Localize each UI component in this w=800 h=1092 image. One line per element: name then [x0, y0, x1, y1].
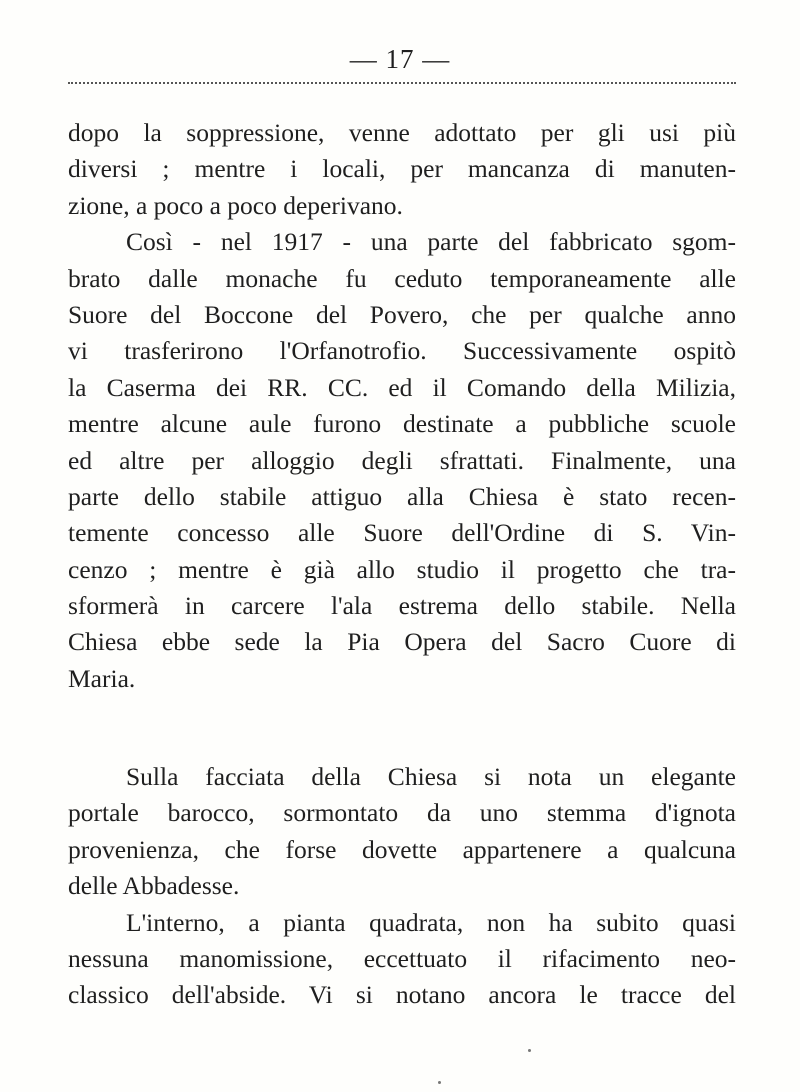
text-line: Suore del Boccone del Povero, che per qualche anno: [68, 299, 736, 329]
text-line: delle Abbadesse.: [68, 871, 240, 901]
text-line: Chiesa ebbe sede la Pia Opera del Sacro Cuore di: [68, 627, 736, 657]
text-line: mentre alcune aule furono destinate a pubbliche scuole: [68, 409, 736, 439]
text-line: ed altre per alloggio degli sfrattati. Finalmente, una: [68, 445, 736, 475]
text-line: nessuna manomissione, eccettuato il rifacimento neo-: [68, 943, 736, 973]
text-line: la Caserma dei RR. CC. ed il Comando della Milizia,: [68, 372, 736, 402]
header-rule: [68, 82, 736, 84]
text-line: brato dalle monache fu ceduto temporaneamente alle: [68, 263, 736, 293]
paragraph-group-facade: [68, 759, 736, 1014]
text-line: Maria.: [68, 663, 136, 693]
text-line: dopo la soppressione, venne adottato per gli usi più: [68, 118, 736, 147]
text-line: provenienza, che forse dovette appartenere a qualcuna: [68, 834, 736, 864]
text-line: Così - nel 1917 - una parte del fabbricato sgom-: [126, 227, 736, 257]
paragraph-group-history: [68, 115, 736, 697]
text-line: vi trasferirono l'Orfanotrofio. Successivamente ospitò: [68, 336, 736, 366]
text-line: parte dello stabile attiguo alla Chiesa è stato recen-: [68, 481, 736, 511]
text-line: diversi ; mentre i locali, per mancanza di manuten-: [68, 154, 736, 184]
text-line: temente concesso alle Suore dell'Ordine di S. Vin-: [68, 518, 736, 548]
text-line: L'interno, a pianta quadrata, non ha subito quasi: [126, 907, 736, 937]
text-line: zione, a poco a poco deperivano.: [68, 190, 403, 220]
print-speck: [438, 1081, 441, 1084]
text-line: Sulla facciata della Chiesa si nota un elegante: [126, 762, 736, 791]
page-number: — 17 —: [349, 44, 451, 74]
text-line: portale barocco, sormontato da uno stemma d'ignota: [68, 798, 736, 828]
text-line: classico dell'abside. Vi si notano ancora le tracce del: [68, 980, 736, 1010]
text-line: cenzo ; mentre è già allo studio il progetto che tra-: [68, 554, 736, 584]
print-speck: [528, 1049, 531, 1052]
text-line: sformerà in carcere l'ala estrema dello stabile. Nella: [68, 591, 736, 621]
